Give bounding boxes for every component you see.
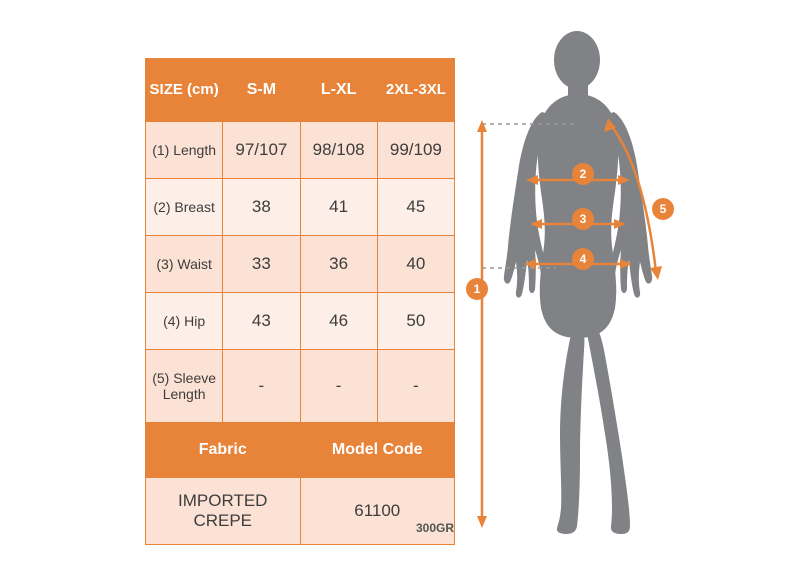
cell-length-sm: 97/107 (223, 122, 300, 179)
female-body-silhouette-svg (460, 20, 790, 550)
footer-label-fabric: Fabric (146, 423, 301, 478)
row-label-sleeve-length: (5) Sleeve Length (146, 350, 223, 423)
body-silhouette-shape (504, 31, 652, 534)
table-row (146, 122, 455, 179)
measurement-figure (460, 20, 790, 550)
cell-sleeve-2xl3xl: - (377, 350, 454, 423)
footer-value-model-code: 61100 (300, 478, 455, 545)
cell-waist-sm: 33 (223, 236, 300, 293)
table-row (146, 236, 455, 293)
table-row (146, 293, 455, 350)
cell-breast-sm: 38 (223, 179, 300, 236)
cell-breast-lxl: 41 (300, 179, 377, 236)
header-size-label: SIZE (cm) (146, 59, 223, 122)
row-label-breast: (2) Breast (146, 179, 223, 236)
measurement-badge-4: 4 (572, 248, 594, 270)
cell-hip-lxl: 46 (300, 293, 377, 350)
fabric-weight-note: 300GR (416, 521, 455, 535)
cell-waist-lxl: 36 (300, 236, 377, 293)
table-footer-value-row (146, 478, 455, 545)
measurement-badge-1: 1 (466, 278, 488, 300)
header-col-2: 2XL-3XL (377, 59, 454, 122)
size-chart-table (145, 58, 455, 545)
row-label-hip: (4) Hip (146, 293, 223, 350)
cell-breast-2xl3xl: 45 (377, 179, 454, 236)
row-label-waist: (3) Waist (146, 236, 223, 293)
header-col-1: L-XL (300, 59, 377, 122)
footer-label-model-code: Model Code (300, 423, 455, 478)
cell-length-2xl3xl: 99/109 (377, 122, 454, 179)
measurement-badge-2: 2 (572, 163, 594, 185)
table-row (146, 179, 455, 236)
cell-length-lxl: 98/108 (300, 122, 377, 179)
measurement-badge-3: 3 (572, 208, 594, 230)
table-header-row (146, 59, 455, 122)
row-label-length: (1) Length (146, 122, 223, 179)
footer-value-fabric: IMPORTED CREPE (146, 478, 301, 545)
table-row (146, 350, 455, 423)
table-footer-header-row (146, 423, 455, 478)
cell-hip-sm: 43 (223, 293, 300, 350)
cell-sleeve-lxl: - (300, 350, 377, 423)
cell-sleeve-sm: - (223, 350, 300, 423)
header-col-0: S-M (223, 59, 300, 122)
measurement-badge-5: 5 (652, 198, 674, 220)
cell-waist-2xl3xl: 40 (377, 236, 454, 293)
cell-hip-2xl3xl: 50 (377, 293, 454, 350)
